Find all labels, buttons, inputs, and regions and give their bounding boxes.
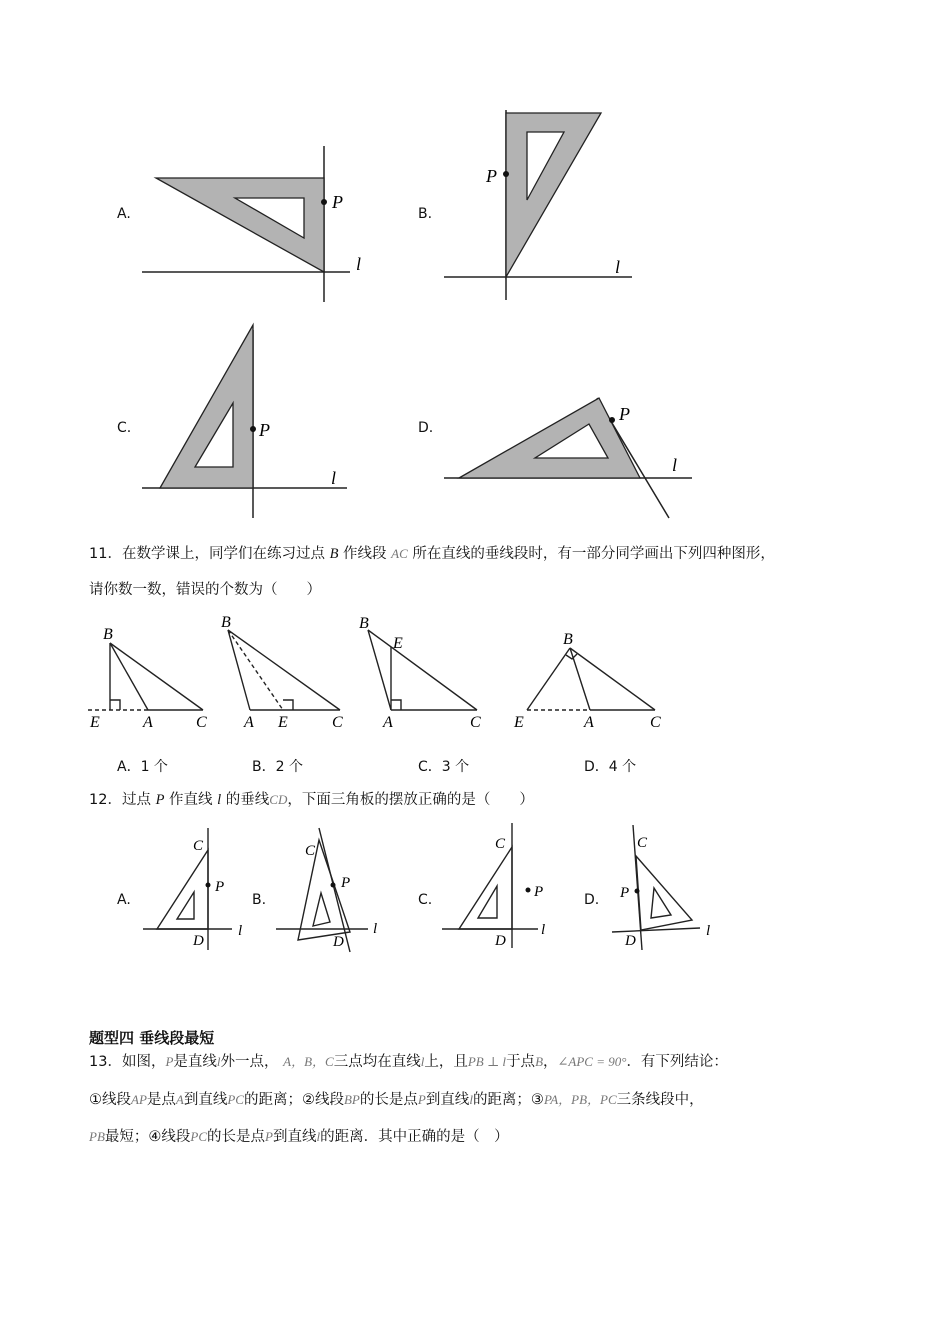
label-e: E [278, 714, 288, 731]
line-l-label: l [672, 455, 678, 475]
q12-option-a-label[interactable]: A. [117, 892, 131, 908]
label-c: C [637, 835, 648, 851]
label-b: B [103, 626, 113, 643]
label-b: B [563, 631, 573, 648]
q13-line-3: PB最短；④线段PC的长是点P到直线l的距离．其中正确的是（ ） [89, 1129, 509, 1145]
label-a: A [383, 714, 393, 731]
label-c: C [305, 843, 316, 859]
label-e: E [514, 714, 524, 731]
q11-choice-b[interactable]: B．2 个 [252, 759, 303, 775]
point-p-label: P [259, 420, 270, 440]
label-l: l [706, 923, 711, 939]
label-c: C [196, 714, 207, 731]
q12-figure-c [442, 823, 538, 948]
q11-choice-a[interactable]: A．1 个 [117, 759, 168, 775]
point-p-label: P [619, 404, 630, 424]
line-l-label: l [331, 468, 337, 488]
q11-choice-d[interactable]: D．4 个 [584, 759, 637, 775]
q12-option-d-label[interactable]: D. [584, 892, 600, 908]
q10-option-d-label[interactable]: D. [418, 420, 434, 436]
label-l: l [541, 922, 546, 938]
label-c: C [650, 714, 661, 731]
label-d: D [625, 933, 636, 949]
label-a: A [143, 714, 153, 731]
label-a: A [584, 714, 594, 731]
label-c: C [193, 838, 204, 854]
label-p: P [534, 884, 544, 900]
label-c: C [470, 714, 481, 731]
section-heading: 题型四 垂线段最短 [89, 1029, 215, 1047]
label-e: E [393, 635, 403, 652]
point-p-label: P [486, 166, 497, 186]
label-e: E [90, 714, 100, 731]
q12-option-b-label[interactable]: B. [252, 892, 267, 908]
label-b: B [359, 615, 369, 632]
q12-figure-b [276, 828, 368, 952]
label-c: C [332, 714, 343, 731]
q11-line-1: 11．在数学课上，同学们在练习过点 B 作线段 AC 所在直线的垂线段时，有一部分同学画出下列四种图形， [89, 546, 775, 562]
label-p: P [341, 875, 351, 891]
label-b: B [221, 614, 231, 631]
label-p: P [620, 885, 630, 901]
q13-line-2: ①线段AP是点A到直线PC的距离；②线段BP的长是点P到直线l的距离；③PA，PB，PC三条线段中， [89, 1092, 704, 1108]
q12-question: 12．过点 P 作直线 l 的垂线CD，下面三角板的摆放正确的是（ ） [89, 792, 534, 808]
q10-option-c-label[interactable]: C. [117, 420, 132, 436]
point-p-label: P [332, 192, 343, 212]
label-l: l [238, 923, 243, 939]
q13-line-1: 13．如图，P是直线l外一点， A，B，C三点均在直线l上，且PB ⊥ l于点B，∠APC = 90°．有下列结论： [89, 1054, 728, 1070]
q12-option-c-label[interactable]: C. [418, 892, 433, 908]
label-d: D [193, 933, 204, 949]
label-d: D [495, 933, 506, 949]
line-l-label: l [615, 257, 621, 277]
q10-option-a-label[interactable]: A. [117, 206, 131, 222]
q10-option-b-label[interactable]: B. [418, 206, 433, 222]
label-d: D [333, 934, 344, 950]
label-p: P [215, 879, 225, 895]
label-l: l [373, 921, 378, 937]
q11-line-2: 请你数一数，错误的个数为（ ） [89, 582, 321, 598]
label-c: C [495, 836, 506, 852]
q11-choice-c[interactable]: C．3 个 [418, 759, 470, 775]
label-a: A [244, 714, 254, 731]
line-l-label: l [356, 254, 362, 274]
